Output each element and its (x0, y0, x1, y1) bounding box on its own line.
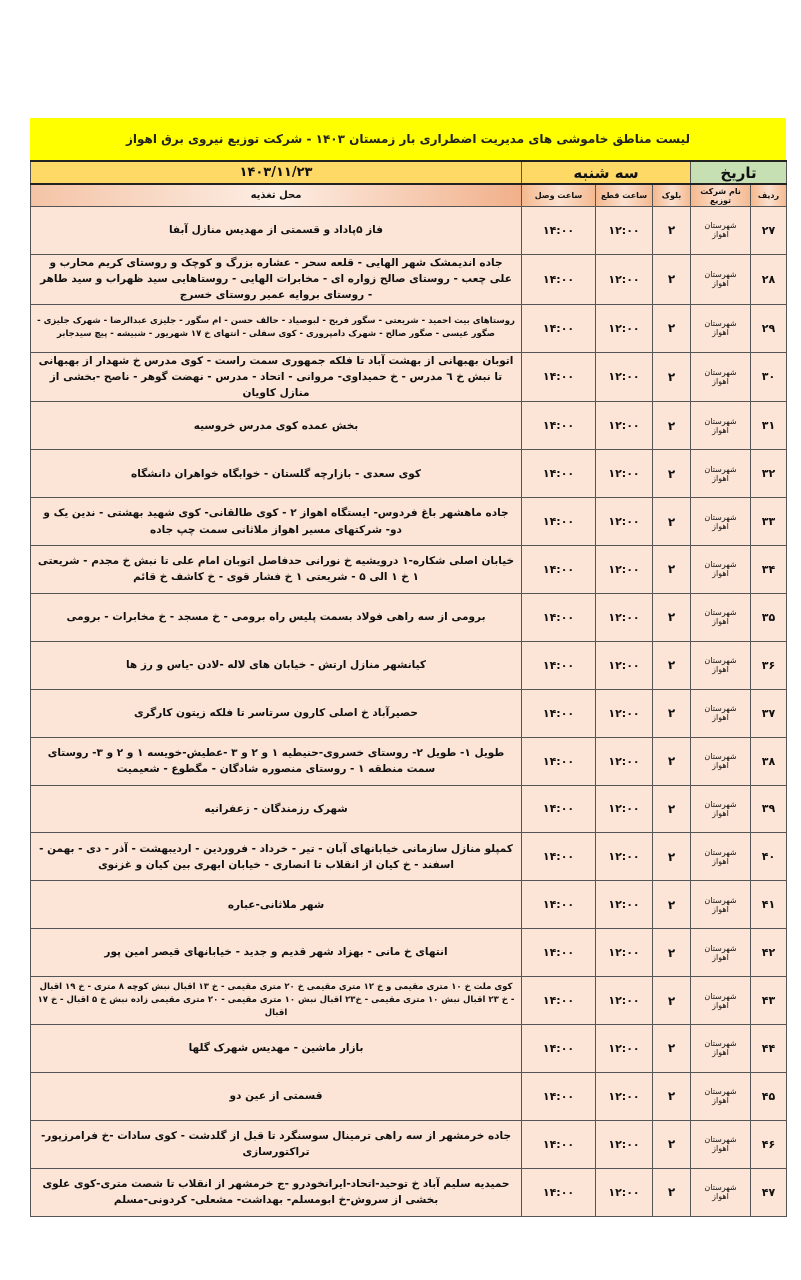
block-number: ۲ (653, 498, 691, 546)
row-number: ۳۹ (751, 785, 787, 833)
table-row (31, 881, 787, 929)
location: بخش عمده کوی مدرس خروسیه (31, 402, 522, 450)
restore-time: ۱۴:۰۰ (522, 929, 596, 977)
row-number: ۳۴ (751, 546, 787, 594)
block-number: ۲ (653, 402, 691, 450)
cut-time: ۱۲:۰۰ (596, 689, 653, 737)
location: قسمتی از عین دو (31, 1072, 522, 1120)
restore-time: ۱۴:۰۰ (522, 977, 596, 1025)
block-number: ۲ (653, 833, 691, 881)
row-number: ۴۲ (751, 929, 787, 977)
location: جاده ماهشهر باغ فردوس- ایستگاه اهواز ۲ - کوی طالقانی- کوی شهید بهشتی - ندین یک و دو- شرکتهای مسیر اهواز ملاثانی سمت چپ جاده (31, 498, 522, 546)
cut-time: ۱۲:۰۰ (596, 641, 653, 689)
cut-time: ۱۲:۰۰ (596, 977, 653, 1025)
location: برومی از سه راهی فولاد بسمت پلیس راه برومی - خ مسجد - خ مخابرات - برومی (31, 593, 522, 641)
row-number: ۳۲ (751, 450, 787, 498)
cut-time: ۱۲:۰۰ (596, 352, 653, 402)
location: کوی ملت خ ۱۰ متری مقیمی و خ ۱۲ متری مقیمی خ ۲۰ متری مقیمی - خ ۱۳ اقبال نبش کوچه ۸ متری - خ ۱۹ اقبال - خ ۲۳ اقبال نبش ۱۰ متری مقیمی - خ۲۳ اقبال نبش ۱۰ متری مقیمی - ۲۰ متری مقیمی زاده نبش خ ۵ اقبال - خ ۱۷ اقبال (31, 977, 522, 1025)
table-row (31, 402, 787, 450)
row-number: ۲۷ (751, 207, 787, 255)
restore-time: ۱۴:۰۰ (522, 641, 596, 689)
restore-time: ۱۴:۰۰ (522, 498, 596, 546)
restore-time: ۱۴:۰۰ (522, 207, 596, 255)
location: شهرک رزمندگان - زعفرانیه (31, 785, 522, 833)
block-number: ۲ (653, 737, 691, 785)
table-row (31, 450, 787, 498)
column-header-row (31, 184, 787, 207)
table-row (31, 593, 787, 641)
cut-time: ۱۲:۰۰ (596, 498, 653, 546)
col-header-row-no: ردیف (751, 184, 787, 207)
location: انتهای خ مانی - بهزاد شهر قدیم و جدید - خیابانهای قیصر امین پور (31, 929, 522, 977)
row-number: ۳۰ (751, 352, 787, 402)
block-number: ۲ (653, 641, 691, 689)
outage-schedule-sheet (30, 118, 786, 1217)
date-label: تاریخ (691, 161, 787, 184)
table-row (31, 1024, 787, 1072)
block-number: ۲ (653, 450, 691, 498)
table-row (31, 1072, 787, 1120)
company-name: شهرستان اهواز (691, 977, 751, 1025)
company-name: شهرستان اهواز (691, 1168, 751, 1216)
row-number: ۴۰ (751, 833, 787, 881)
location: بازار ماشین - مهدیس شهرک گلها (31, 1024, 522, 1072)
block-number: ۲ (653, 546, 691, 594)
location: جاده اندیمشک شهر الهایی - قلعه سحر - عشاره بزرگ و کوچک و روستای کریم محارب و علی چعب - روستای صالح زواره ای - مخابرات الهایی - روستاهایی سید ظهراب و سید طاهر - روستای بروایه عمیر روستای خسرج (31, 254, 522, 304)
cut-time: ۱۲:۰۰ (596, 593, 653, 641)
company-name: شهرستان اهواز (691, 593, 751, 641)
col-header-block: بلوک (653, 184, 691, 207)
company-name: شهرستان اهواز (691, 450, 751, 498)
row-number: ۴۵ (751, 1072, 787, 1120)
col-header-cut-time: ساعت قطع (596, 184, 653, 207)
col-header-company: نام شرکت توزیع (691, 184, 751, 207)
date-value: ۱۴۰۳/۱۱/۲۳ (31, 161, 522, 184)
restore-time: ۱۴:۰۰ (522, 1072, 596, 1120)
table-row (31, 352, 787, 402)
company-name: شهرستان اهواز (691, 352, 751, 402)
restore-time: ۱۴:۰۰ (522, 737, 596, 785)
cut-time: ۱۲:۰۰ (596, 304, 653, 352)
location: فاز ۵پاداد و قسمتی از مهدیس منازل آبفا (31, 207, 522, 255)
block-number: ۲ (653, 352, 691, 402)
block-number: ۲ (653, 207, 691, 255)
restore-time: ۱۴:۰۰ (522, 304, 596, 352)
table-row (31, 1120, 787, 1168)
row-number: ۳۸ (751, 737, 787, 785)
company-name: شهرستان اهواز (691, 304, 751, 352)
row-number: ۴۳ (751, 977, 787, 1025)
row-number: ۳۶ (751, 641, 787, 689)
location: حصیرآباد خ اصلی کارون سرتاسر تا فلکه زیتون کارگری (31, 689, 522, 737)
date-row (31, 161, 787, 184)
table-row (31, 304, 787, 352)
company-name: شهرستان اهواز (691, 402, 751, 450)
cut-time: ۱۲:۰۰ (596, 737, 653, 785)
location: جاده خرمشهر از سه راهی ترمینال سوسنگرد تا قبل از گلدشت - کوی سادات -خ فرامرزپور-تراکتورسازی (31, 1120, 522, 1168)
block-number: ۲ (653, 977, 691, 1025)
block-number: ۲ (653, 881, 691, 929)
row-number: ۲۹ (751, 304, 787, 352)
company-name: شهرستان اهواز (691, 1072, 751, 1120)
block-number: ۲ (653, 593, 691, 641)
company-name: شهرستان اهواز (691, 546, 751, 594)
company-name: شهرستان اهواز (691, 1120, 751, 1168)
block-number: ۲ (653, 929, 691, 977)
company-name: شهرستان اهواز (691, 498, 751, 546)
company-name: شهرستان اهواز (691, 207, 751, 255)
restore-time: ۱۴:۰۰ (522, 1120, 596, 1168)
company-name: شهرستان اهواز (691, 785, 751, 833)
restore-time: ۱۴:۰۰ (522, 785, 596, 833)
location: شهر ملاثانی-عباره (31, 881, 522, 929)
restore-time: ۱۴:۰۰ (522, 689, 596, 737)
restore-time: ۱۴:۰۰ (522, 352, 596, 402)
cut-time: ۱۲:۰۰ (596, 881, 653, 929)
table-row (31, 1168, 787, 1216)
location: کیانشهر منازل ارتش - خیابان های لاله -لادن -یاس و رز ها (31, 641, 522, 689)
table-row (31, 689, 787, 737)
location: حمیدیه سلیم آباد خ توحید-اتحاد-ایرانخودرو -ج خرمشهر از انقلاب تا شصت متری-کوی علوی بخشی از سروش-خ ابومسلم- بهداشت- مشعلی- کردونی-مسلم (31, 1168, 522, 1216)
restore-time: ۱۴:۰۰ (522, 402, 596, 450)
block-number: ۲ (653, 689, 691, 737)
block-number: ۲ (653, 254, 691, 304)
cut-time: ۱۲:۰۰ (596, 207, 653, 255)
cut-time: ۱۲:۰۰ (596, 402, 653, 450)
cut-time: ۱۲:۰۰ (596, 450, 653, 498)
block-number: ۲ (653, 1120, 691, 1168)
company-name: شهرستان اهواز (691, 929, 751, 977)
table-row (31, 254, 787, 304)
row-number: ۴۴ (751, 1024, 787, 1072)
day-of-week: سه شنبه (522, 161, 691, 184)
location: روستاهای بیت احمید - شریعتی - سگور فریح - لبوصیاد - حالف حسن - ام سگور - جلیزی عبدالرضا - شهرک جلیزی - صگور عیسی - صگور صالح - شهرک دامپروری - کوی سفلی - انتهای خ ۱۷ شهریور - شبیشه - پیچ سیدجابر (31, 304, 522, 352)
restore-time: ۱۴:۰۰ (522, 881, 596, 929)
row-number: ۳۵ (751, 593, 787, 641)
cut-time: ۱۲:۰۰ (596, 546, 653, 594)
cut-time: ۱۲:۰۰ (596, 254, 653, 304)
table-body (31, 207, 787, 1217)
row-number: ۳۳ (751, 498, 787, 546)
cut-time: ۱۲:۰۰ (596, 1072, 653, 1120)
company-name: شهرستان اهواز (691, 737, 751, 785)
cut-time: ۱۲:۰۰ (596, 929, 653, 977)
restore-time: ۱۴:۰۰ (522, 833, 596, 881)
company-name: شهرستان اهواز (691, 254, 751, 304)
location: کمپلو منازل سازمانی خیابانهای آبان - تیر - خرداد - فروردین - اردیبهشت - آذر - دی - بهمن - اسفند - خ کیان از انقلاب تا انصاری - خیابان ابهری بین کیان و غزنوی (31, 833, 522, 881)
table-row (31, 737, 787, 785)
cut-time: ۱۲:۰۰ (596, 1120, 653, 1168)
block-number: ۲ (653, 304, 691, 352)
outage-table (30, 160, 787, 1217)
company-name: شهرستان اهواز (691, 833, 751, 881)
table-row (31, 641, 787, 689)
sheet-title: لیست مناطق خاموشی های مدیریت اضطراری بار زمستان ۱۴۰۳ - شرکت توزیع نیروی برق اهواز (30, 118, 786, 160)
restore-time: ۱۴:۰۰ (522, 1168, 596, 1216)
location: خیابان اصلی شکاره-۱ درویشیه خ نورانی حدفاصل اتوبان امام علی تا نبش خ مجدم - شریعتی ۱ خ ۱ الی ۵ - شریعتی ۱ خ فشار قوی - خ کاشف خ قائم (31, 546, 522, 594)
col-header-restore-time: ساعت وصل (522, 184, 596, 207)
location: اتوبان بهبهانی از بهشت آباد تا فلکه جمهوری سمت راست - کوی مدرس خ شهدار از بهبهانی تا نبش خ ٦ مدرس - خ حمیداوی- مروانی - اتحاد - مدرس - نهضت گوهر - ناصح -بخشی از منازل کاویان (31, 352, 522, 402)
company-name: شهرستان اهواز (691, 1024, 751, 1072)
restore-time: ۱۴:۰۰ (522, 1024, 596, 1072)
block-number: ۲ (653, 1024, 691, 1072)
company-name: شهرستان اهواز (691, 641, 751, 689)
restore-time: ۱۴:۰۰ (522, 546, 596, 594)
row-number: ۴۷ (751, 1168, 787, 1216)
row-number: ۲۸ (751, 254, 787, 304)
table-row (31, 929, 787, 977)
table-row (31, 833, 787, 881)
cut-time: ۱۲:۰۰ (596, 833, 653, 881)
row-number: ۳۷ (751, 689, 787, 737)
row-number: ۳۱ (751, 402, 787, 450)
block-number: ۲ (653, 1168, 691, 1216)
table-row (31, 546, 787, 594)
table-row (31, 785, 787, 833)
table-row (31, 207, 787, 255)
restore-time: ۱۴:۰۰ (522, 254, 596, 304)
block-number: ۲ (653, 785, 691, 833)
location: کوی سعدی - بازارچه گلستان - خوابگاه خواهران دانشگاه (31, 450, 522, 498)
restore-time: ۱۴:۰۰ (522, 450, 596, 498)
company-name: شهرستان اهواز (691, 881, 751, 929)
col-header-location: محل تغذیه (31, 184, 522, 207)
row-number: ۴۱ (751, 881, 787, 929)
cut-time: ۱۲:۰۰ (596, 785, 653, 833)
cut-time: ۱۲:۰۰ (596, 1168, 653, 1216)
company-name: شهرستان اهواز (691, 689, 751, 737)
table-row (31, 977, 787, 1025)
location: طویل ۱- طویل ۲- روستای خسروی-حنیطیه ۱ و ۲ و ۳ -عطیش-خویسه ۱ و ۲ و ۳- روستای سمت منطقه ۱ - روستای منصوره شادگان - مگطوع - شعیمیت (31, 737, 522, 785)
row-number: ۴۶ (751, 1120, 787, 1168)
restore-time: ۱۴:۰۰ (522, 593, 596, 641)
block-number: ۲ (653, 1072, 691, 1120)
table-row (31, 498, 787, 546)
cut-time: ۱۲:۰۰ (596, 1024, 653, 1072)
